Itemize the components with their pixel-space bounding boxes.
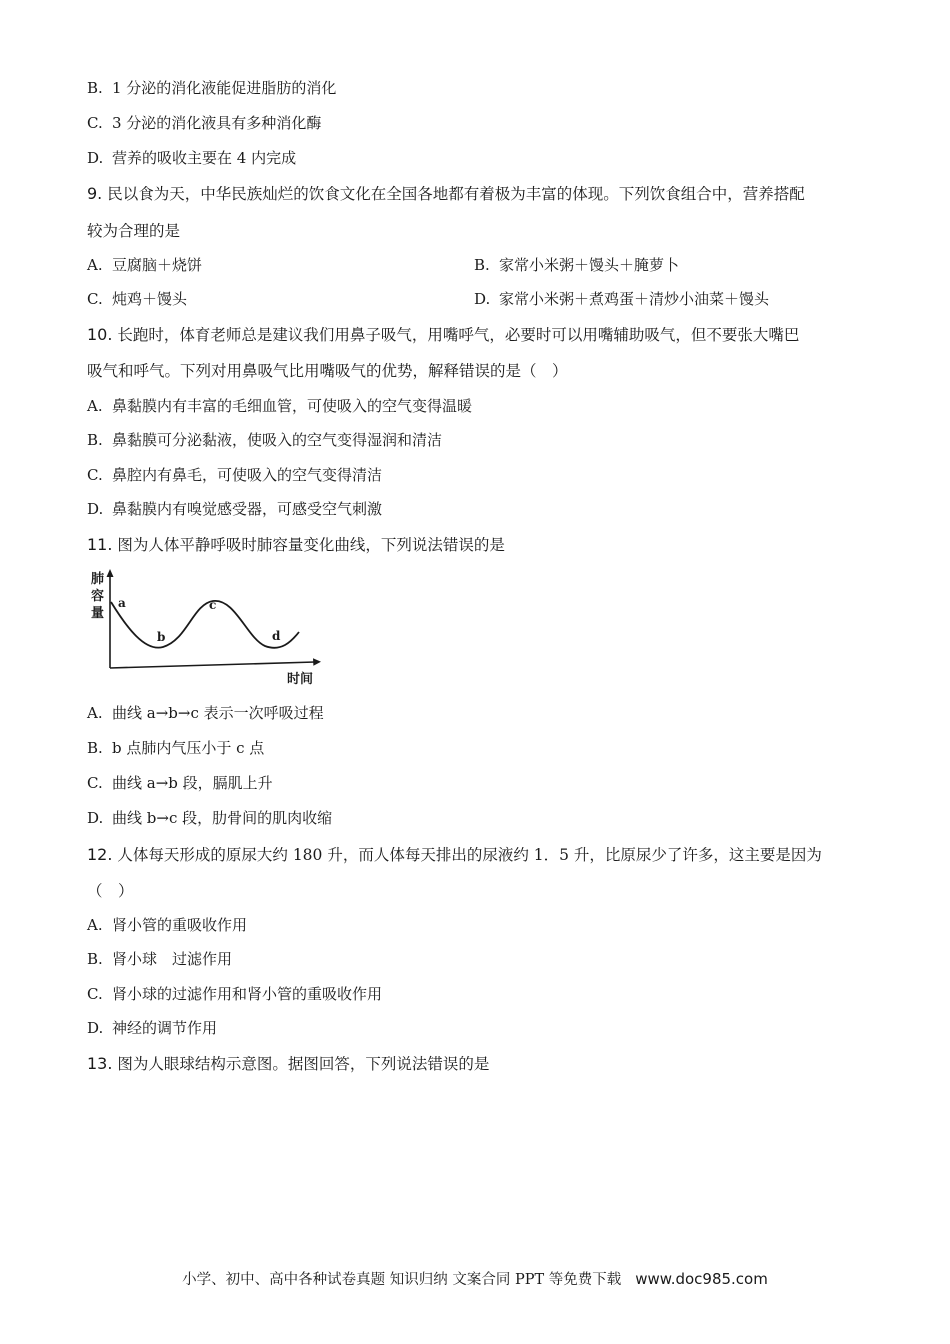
q12-option-c: C. 肾小球的过滤作用和肾小管的重吸收作用 [87, 985, 383, 1003]
x-axis-arrow [313, 658, 321, 666]
q11-option-a: A. 曲线 a→b→c 表示一次呼吸过程 [87, 704, 324, 722]
q12-stem-line1: 12. 人体每天形成的原尿大约 180 升，而人体每天排出的尿液约 1．5 升，比原尿少了许多，这主要是因为 [87, 845, 822, 864]
q9-stem-line2: 较为合理的是 [87, 222, 181, 240]
q12-option-a: A. 肾小管的重吸收作用 [87, 916, 248, 934]
point-c-label: c [209, 598, 217, 612]
q10-option-d: D. 鼻黏膜内有嗅觉感受器，可感受空气刺激 [87, 500, 383, 518]
q10-option-b: B. 鼻黏膜可分泌黏液，使吸入的空气变得湿润和清洁 [87, 431, 443, 449]
point-d-label: d [272, 629, 281, 643]
q9-stem-line1: 9. 民以食为天，中华民族灿烂的饮食文化在全国各地都有着极为丰富的体现。下列饮食组合中，营养搭配 [87, 184, 805, 203]
lung-volume-curve [111, 601, 299, 648]
footer-text: 小学、初中、高中各种试卷真题 知识归纳 文案合同 PPT 等免费下载 [182, 1272, 622, 1288]
q9-option-c: C. 炖鸡＋馒头 [87, 290, 188, 308]
lung-volume-curve-figure [87, 568, 327, 688]
q11-option-d: D. 曲线 b→c 段，肋骨间的肌肉收缩 [87, 809, 333, 827]
x-axis [110, 662, 315, 668]
q11-option-c: C. 曲线 a→b 段，膈肌上升 [87, 774, 273, 792]
q11-stem: 11. 图为人体平静呼吸时肺容量变化曲线，下列说法错误的是 [87, 535, 505, 554]
q10-option-a: A. 鼻黏膜内有丰富的毛细血管，可使吸入的空气变得温暖 [87, 397, 473, 415]
figure-ylabel-3: 量 [91, 606, 105, 621]
q11-option-b: B. b 点肺内气压小于 c 点 [87, 739, 265, 757]
q12-option-b: B. 肾小球 过滤作用 [87, 950, 233, 968]
q10-option-c: C. 鼻腔内有鼻毛，可使吸入的空气变得清洁 [87, 466, 383, 484]
q9-option-a: A. 豆腐脑＋烧饼 [87, 256, 203, 274]
figure-ylabel-2: 容 [91, 589, 105, 604]
figure-ylabel-1: 肺 [91, 572, 105, 587]
point-a-label: a [118, 596, 126, 610]
q10-stem-line2: 吸气和呼气。下列对用鼻吸气比用嘴吸气的优势，解释错误的是（ ） [87, 362, 568, 380]
q8-option-c: C. 3 分泌的消化液具有多种消化酶 [87, 114, 322, 132]
page-footer [0, 1268, 950, 1289]
point-b-label: b [157, 630, 166, 644]
q10-stem-line1: 10. 长跑时，体育老师总是建议我们用鼻子吸气，用嘴呼气，必要时可以用嘴辅助吸气，但不要张大嘴巴 [87, 325, 800, 344]
q9-option-b: B. 家常小米粥＋馒头＋腌萝卜 [474, 256, 680, 274]
figure-xlabel: 时间 [287, 672, 314, 687]
q8-option-b: B. 1 分泌的消化液能促进脂肪的消化 [87, 79, 337, 97]
q12-option-d: D. 神经的调节作用 [87, 1019, 218, 1037]
footer-site-link[interactable]: www.doc985.com [635, 1270, 768, 1288]
q12-stem-line2: （ ） [87, 882, 134, 900]
q9-option-d: D. 家常小米粥＋煮鸡蛋＋清炒小油菜＋馒头 [474, 290, 770, 308]
q13-stem: 13. 图为人眼球结构示意图。据图回答，下列说法错误的是 [87, 1054, 490, 1073]
q8-option-d: D. 营养的吸收主要在 4 内完成 [87, 149, 297, 167]
y-axis-arrow [107, 569, 114, 577]
